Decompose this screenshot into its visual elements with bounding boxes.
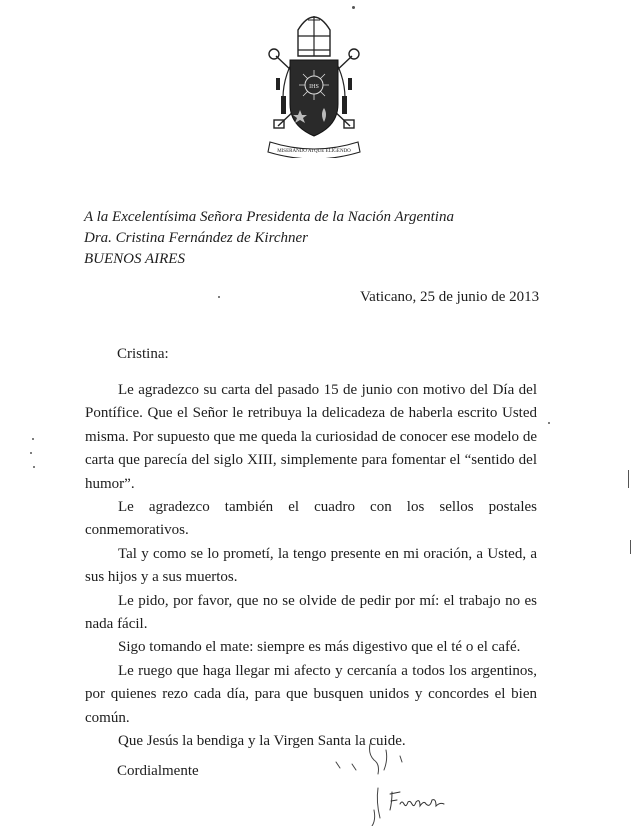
paragraph: Que Jesús la bendiga y la Virgen Santa la cuide. bbox=[118, 733, 406, 750]
paragraph: Le ruego que haga llegar mi afecto y cercanía a todos los argentinos, por quienes rezo cada día, para que busquen unidos y concordes el bien común. bbox=[85, 662, 537, 726]
scan-speck bbox=[630, 540, 631, 554]
scan-speck bbox=[30, 452, 32, 454]
recipient-line-city: BUENOS AIRES bbox=[84, 251, 185, 267]
scan-speck bbox=[218, 296, 220, 298]
paragraph: Tal y como se lo prometí, la tengo presente en mi oración, a Usted, a sus hijos y a sus muertos. bbox=[85, 545, 537, 586]
letter-body bbox=[85, 379, 537, 754]
svg-text:MISERANDO ATQUE ELIGENDO: MISERANDO ATQUE ELIGENDO bbox=[277, 149, 351, 154]
letter-date: Vaticano, 25 de junio de 2013 bbox=[360, 289, 540, 305]
scan-speck bbox=[628, 470, 629, 488]
svg-text:IHS: IHS bbox=[309, 84, 319, 90]
paragraph: Le pido, por favor, que no se olvide de pedir por mí: el trabajo no es nada fácil. bbox=[85, 592, 537, 633]
closing: Cordialmente bbox=[117, 763, 199, 779]
recipient-line-title: A la Excelentísima Señora Presidenta de la Nación Argentina bbox=[84, 209, 454, 225]
recipient-line-name: Dra. Cristina Fernández de Kirchner bbox=[84, 230, 309, 246]
scan-speck bbox=[32, 438, 34, 440]
paragraph: Le agradezco su carta del pasado 15 de junio con motivo del Día del Pontífice. Que el Señor le retribuya la delicadeza de haberla escrito Usted misma. Por supuesto que me queda la curiosidad de conocer ese modelo de carta que parecía del siglo XIII, simplemente para fomentar el “sentido del humor”. bbox=[85, 382, 537, 492]
scan-speck bbox=[548, 422, 550, 424]
scan-speck bbox=[33, 466, 35, 468]
scan-speck bbox=[352, 6, 355, 9]
papal-coat-of-arms-icon bbox=[262, 6, 366, 158]
paragraph: Le agradezco también el cuadro con los sellos postales conmemorativos. bbox=[85, 499, 537, 539]
salutation: Cristina: bbox=[117, 346, 169, 362]
paragraph: Sigo tomando el mate: siempre es más digestivo que el té o el café. bbox=[118, 639, 521, 656]
handwritten-signature-icon bbox=[296, 740, 466, 826]
